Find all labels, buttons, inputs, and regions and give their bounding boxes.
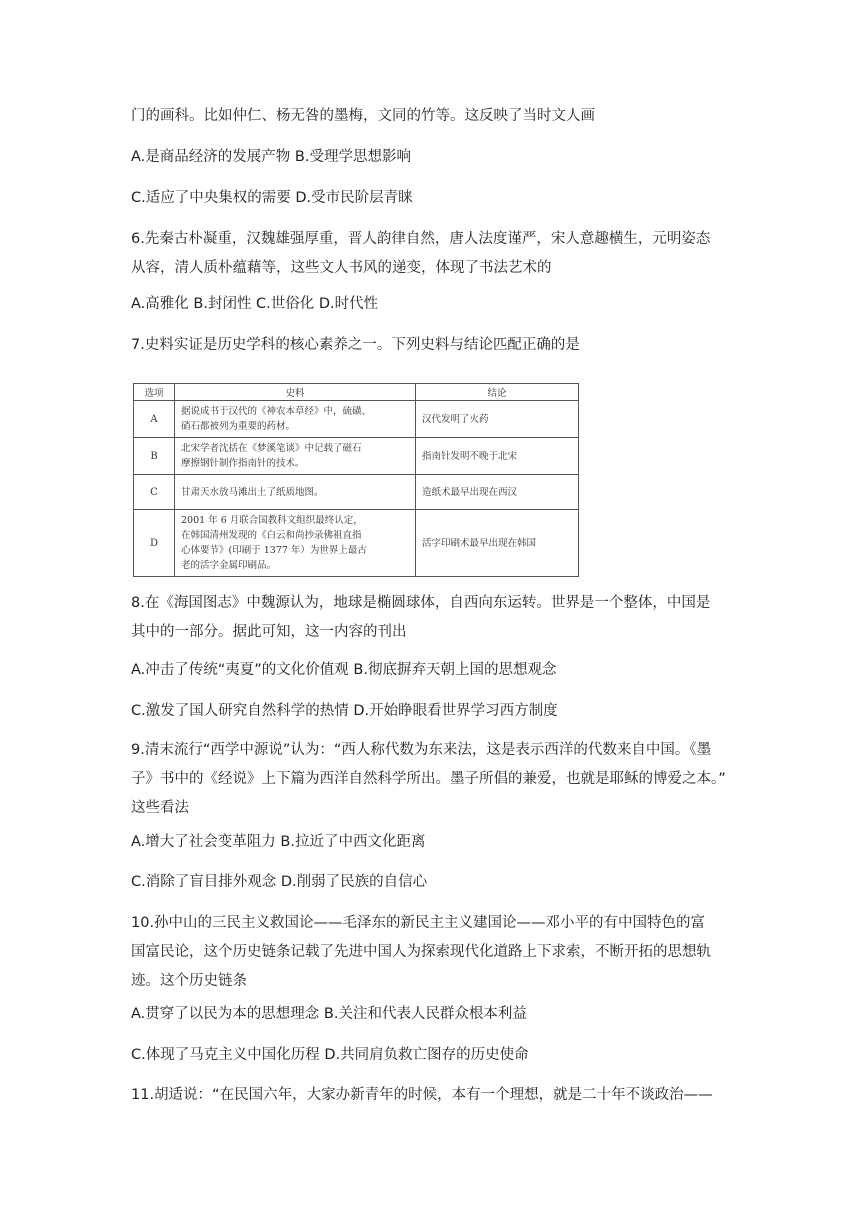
q6-stem [131, 225, 735, 283]
q9-options-ab: A.增大了社会变革阻力 B.拉近了中西文化距离 [131, 834, 426, 850]
q5-stem-continuation: 门的画科。比如仲仁、杨无咎的墨梅，文同的竹等。这反映了当时文人画 [131, 108, 595, 124]
q6-options: A.高雅化 B.封闭性 C.世俗化 D.时代性 [131, 296, 379, 312]
material-line: 老的活字金属印刷品。 [181, 560, 277, 571]
row-option: D [134, 510, 175, 577]
q11-stem: 11.胡适说：“在民国六年，大家办新青年的时候，本有一个理想，就是二十年不谈政治—— [131, 1087, 713, 1103]
table-row [134, 475, 579, 510]
q9-stem-line-1: 9.清末流行“西学中源说”认为：“西人称代数为东来法，这是表示西洋的代数来自中国。《墨 [131, 742, 712, 758]
header-conclusion: 结论 [416, 384, 579, 401]
table-header-row [134, 384, 579, 401]
q10-stem-line-3: 迹。这个历史链条 [131, 973, 247, 989]
q8-stem-line-2: 其中的一部分。据此可知，这一内容的刊出 [131, 624, 407, 640]
q10-stem-line-1: 10.孙中山的三民主义救国论——毛泽东的新民主主义建国论——邓小平的有中国特色的富 [131, 915, 706, 931]
row-conclusion: 指南针发明不晚于北宋 [416, 438, 579, 475]
row-material [175, 510, 416, 577]
header-material: 史料 [175, 384, 416, 401]
table-row [134, 510, 579, 577]
q5-options-ab: A.是商品经济的发展产物 B.受理学思想影响 [131, 149, 411, 165]
row-conclusion: 汉代发明了火药 [416, 401, 579, 438]
q9-stem-line-2: 子》书中的《经说》上下篇为西洋自然科学所出。墨子所倡的兼爱，也就是耶稣的博爱之本。” [131, 771, 726, 787]
q7-stem: 7.史料实证是历史学科的核心素养之一。下列史料与结论匹配正确的是 [131, 337, 580, 353]
material-line: 心体要节》(印刷于 1377 年）为世界上最古 [181, 545, 367, 556]
material-line: 2001 年 6 月联合国教科文组织最终认定， [181, 515, 363, 526]
q10-options-ab: A.贯穿了以民为本的思想理念 B.关注和代表人民群众根本利益 [131, 1006, 527, 1022]
row-option: C [134, 475, 175, 510]
material-line: 据说成书于汉代的《神农本草经》中，硫磺、 [181, 406, 372, 417]
q8-stem-line-1: 8.在《海国图志》中魏源认为，地球是椭圆球体，自西向东运转。世界是一个整体，中国是 [131, 595, 711, 611]
row-conclusion: 造纸术最早出现在西汉 [416, 475, 579, 510]
q10-options-cd: C.体现了马克主义中国化历程 D.共同肩负救亡图存的历史使命 [131, 1047, 529, 1063]
material-line: 甘肃天水放马滩出土了纸质地图。 [181, 486, 324, 498]
q6-stem-line-1: 6.先秦古朴凝重，汉魏雄强厚重，晋人韵律自然，唐人法度谨严，宋人意趣横生，元明姿态 [131, 231, 711, 247]
row-material [175, 438, 416, 475]
material-line: 硝石都被列为重要的药材。 [181, 421, 296, 432]
q8-options-cd: C.激发了国人研究自然科学的热情 D.开始睁眼看世界学习西方制度 [131, 703, 558, 719]
q10-stem [131, 909, 735, 996]
row-option: A [134, 401, 175, 438]
q8-options-ab: A.冲击了传统“夷夏”的文化价值观 B.彻底摒弃天朝上国的思想观念 [131, 662, 557, 678]
material-line: 摩擦钢针制作指南针的技术。 [181, 458, 305, 469]
material-line: 在韩国清州发现的《白云和尚抄录佛祖直指 [181, 530, 362, 541]
table-row [134, 401, 579, 438]
q5-options-cd: C.适应了中央集权的需要 D.受市民阶层青睐 [131, 190, 413, 206]
table-row [134, 438, 579, 475]
q9-options-cd: C.消除了盲目排外观念 D.削弱了民族的自信心 [131, 874, 428, 890]
material-line: 北宋学者沈括在《梦溪笔谈》中记载了磁石 [181, 443, 362, 454]
row-material [175, 401, 416, 438]
row-material [175, 475, 416, 510]
q9-stem-line-3: 这些看法 [131, 800, 189, 816]
header-option: 选项 [134, 384, 175, 401]
source-material-table [133, 383, 579, 577]
row-option: B [134, 438, 175, 475]
q8-stem [131, 589, 735, 647]
q10-stem-line-2: 国富民论，这个历史链条记载了先进中国人为探索现代化道路上下求索，不断开拓的思想轨 [131, 944, 711, 960]
q6-stem-line-2: 从容，清人质朴蕴藉等，这些文人书风的递变，体现了书法艺术的 [131, 260, 552, 276]
row-conclusion: 活字印刷术最早出现在韩国 [416, 510, 579, 577]
q9-stem [131, 736, 735, 823]
